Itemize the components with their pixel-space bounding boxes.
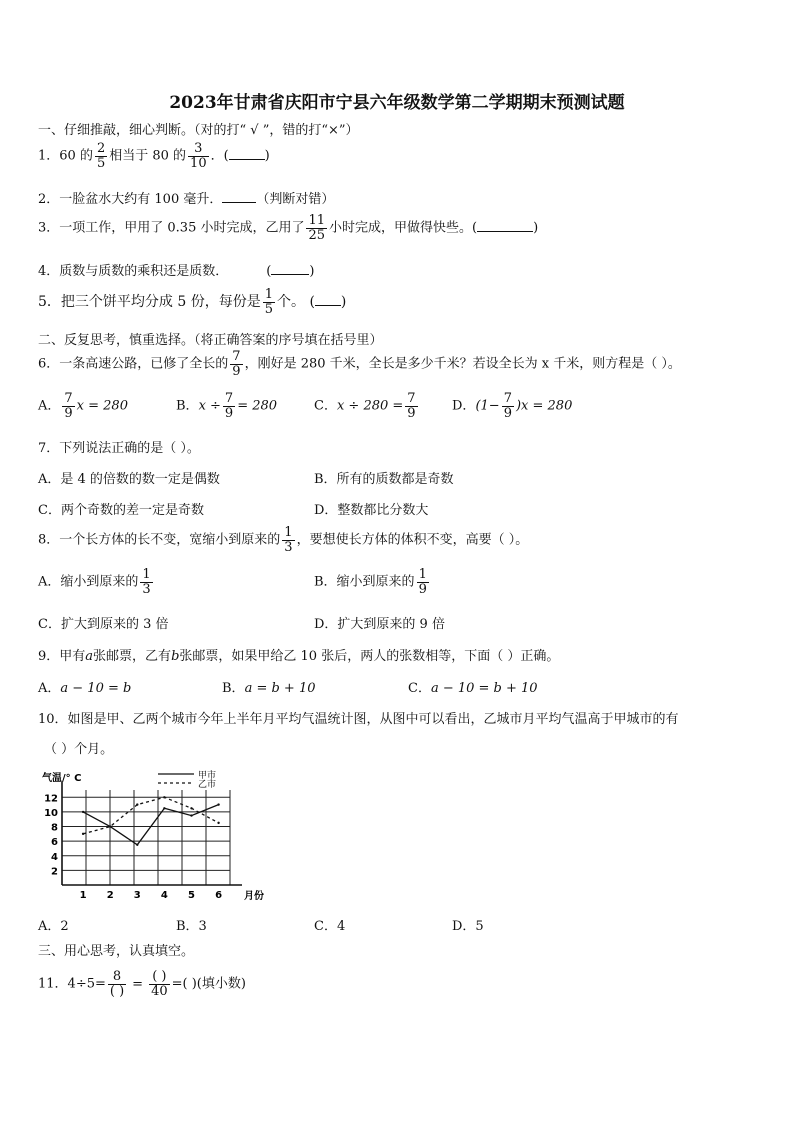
question-4 [38, 260, 314, 279]
q11-text-post[interactable]: =( )(填小数) [171, 976, 246, 992]
section-1-heading: 一、仔细推敲，细心判断。（对的打“ √ ”，错的打“×”） [38, 123, 359, 138]
x-tick-label: 2 [106, 890, 114, 901]
q7-option-b[interactable]: B．所有的质数都是奇数 [314, 472, 454, 487]
q5-close-paren: ) [340, 294, 347, 311]
q4-close-paren: ) [309, 264, 315, 279]
q8-option-a[interactable]: A．缩小到原来的 $\frac{1}{3}$ [38, 567, 151, 597]
q11-text-pre: 11．4÷5= [38, 976, 106, 992]
series-line-2 [83, 797, 218, 834]
question-5 [38, 288, 346, 316]
q7-option-a[interactable]: A．是 4 的倍数的数一定是偶数 [38, 472, 220, 487]
q4-text: 4．质数与质数的乘积还是质数． [38, 264, 229, 279]
q9-option-b[interactable]: B．a = b + 10 [222, 681, 316, 696]
y-tick-label: 8 [51, 822, 58, 834]
x-tick-label: 1 [79, 890, 87, 901]
q3-answer-blank[interactable] [477, 231, 533, 232]
x-tick-label: 4 [160, 890, 168, 901]
q3-text-post: 小时完成，甲做得快些。( [329, 220, 478, 236]
q6-option-a[interactable]: A． $\frac{7}{9}$ x = 280 [38, 391, 128, 421]
q3-fraction: $\frac{11}{25}$ [308, 213, 326, 243]
y-tick-label: 12 [44, 793, 58, 805]
q5-text-post: 个。 ( [277, 294, 315, 311]
data-point [217, 822, 219, 824]
q8-fraction: $\frac{1}{3}$ [284, 525, 293, 555]
q6-option-d[interactable]: D．(1− $\frac{7}{9}$ )x = 280 [452, 391, 573, 421]
data-point [217, 803, 219, 805]
series-line-1 [83, 805, 218, 845]
q7-option-c[interactable]: C．两个奇数的差一定是奇数 [38, 503, 204, 518]
q9-option-c[interactable]: C．a − 10 = b + 10 [408, 681, 538, 696]
data-point [136, 844, 138, 846]
data-point [163, 807, 165, 809]
q1-close-paren: ) [264, 148, 270, 164]
question-10-line-2: （ ）个月。 [44, 742, 114, 757]
question-9: 9．甲有a张邮票，乙有b张邮票，如果甲给乙 10 张后，两人的张数相等，下面（ ）正确。 [38, 649, 560, 664]
x-tick-label: 5 [187, 890, 195, 901]
legend-label: 乙市 [198, 780, 217, 790]
q1-answer-blank[interactable] [229, 159, 265, 160]
q2-answer-blank[interactable] [222, 202, 256, 203]
q8-text-post: ，要想使长方体的体积不变，高要（ ）。 [296, 532, 529, 548]
q8-option-d[interactable]: D．扩大到原来的 9 倍 [314, 617, 445, 632]
y-tick-label: 10 [44, 807, 58, 819]
q4-open-paren: ( [266, 264, 272, 279]
q10-option-b[interactable]: B．3 [176, 919, 207, 934]
q8-option-c[interactable]: C．扩大到原来的 3 倍 [38, 617, 169, 632]
q6-fraction: $\frac{7}{9}$ [232, 349, 241, 379]
q9-option-a[interactable]: A．a − 10 = b [38, 681, 132, 696]
x-axis-label: 月份 [244, 891, 264, 902]
q7-option-d[interactable]: D．整数都比分数大 [314, 503, 429, 518]
q6-option-c[interactable]: C．x ÷ 280 = $\frac{7}{9}$ [314, 391, 416, 421]
q6-text-pre: 6．一条高速公路，已修了全长的 [38, 356, 229, 372]
legend-label: 甲市 [198, 771, 217, 781]
y-tick-label: 6 [51, 837, 58, 849]
q11-fraction-2[interactable]: $\frac{( )}{40}$ [151, 969, 168, 999]
q3-text-pre: 3．一项工作，甲用了 0.35 小时完成，乙用了 [38, 220, 305, 236]
data-point [109, 825, 111, 827]
page-title: 2023年甘肃省庆阳市宁县六年级数学第二学期期末预测试题 [169, 93, 625, 113]
data-point [136, 803, 138, 805]
x-tick-label: 3 [133, 890, 141, 901]
q1-text-pre: 1．60 的 [38, 148, 93, 164]
temperature-line-chart [40, 765, 300, 910]
q6-option-b[interactable]: B．x ÷ $\frac{7}{9}$ = 280 [176, 391, 278, 421]
data-point [82, 833, 84, 835]
section-3-heading: 三、用心思考，认真填空。 [38, 944, 195, 959]
q10-option-d[interactable]: D．5 [452, 919, 484, 934]
q10-option-a[interactable]: A．2 [38, 919, 69, 934]
q5-answer-blank[interactable] [315, 305, 341, 306]
q11-fraction-1[interactable]: $\frac{8}{( )}$ [109, 969, 125, 999]
data-point [82, 811, 84, 813]
y-axis-label: 气温/° C [42, 773, 82, 784]
data-point [190, 807, 192, 809]
q1-text-mid: 相当于 80 的 [109, 148, 187, 164]
question-7: 7．下列说法正确的是（ ）。 [38, 441, 200, 456]
data-point [163, 796, 165, 798]
x-tick-label: 6 [215, 890, 223, 901]
question-11: 11．4÷5= $\frac{8}{( )}$ = $\frac{( )}{40}$ =( )(填小数) [38, 969, 246, 999]
data-point [190, 814, 192, 816]
section-2-heading: 二、反复思考，慎重选择。（将正确答案的序号填在括号里） [38, 333, 383, 348]
question-3 [38, 214, 538, 242]
q2-text: 2．一脸盆水大约有 100 毫升． [38, 192, 223, 207]
question-1 [38, 142, 270, 170]
q2-text-post: （判断对错） [256, 192, 335, 207]
y-tick-label: 4 [51, 851, 58, 863]
q6-text-post: ，刚好是 280 千米，全长是多少千米？若设全长为 x 千米，则方程是（ ）。 [244, 356, 681, 372]
q4-answer-blank[interactable] [271, 274, 309, 275]
q8-option-b[interactable]: B．缩小到原来的 $\frac{1}{9}$ [314, 567, 427, 597]
question-10-line-1: 10．如图是甲、乙两个城市今年上半年月平均气温统计图，从图中可以看出，乙城市月平均气温高于甲城市的有 [38, 712, 679, 727]
q5-text-pre: 5．把三个饼平均分成 5 份，每份是 [38, 294, 261, 311]
q10-option-c[interactable]: C．4 [314, 919, 346, 934]
question-2 [38, 188, 334, 207]
q1-fraction-1: $\frac{2}{5}$ [96, 141, 106, 171]
y-tick-label: 2 [51, 866, 58, 878]
q3-close-paren: ) [533, 220, 539, 236]
question-8 [38, 526, 528, 554]
q5-fraction: $\frac{1}{5}$ [264, 287, 273, 317]
question-6 [38, 350, 681, 378]
q1-fraction-2: $\frac{3}{10}$ [190, 141, 207, 171]
q8-text-pre: 8．一个长方体的长不变，宽缩小到原来的 [38, 532, 281, 548]
q1-text-post: ．( [210, 148, 229, 164]
